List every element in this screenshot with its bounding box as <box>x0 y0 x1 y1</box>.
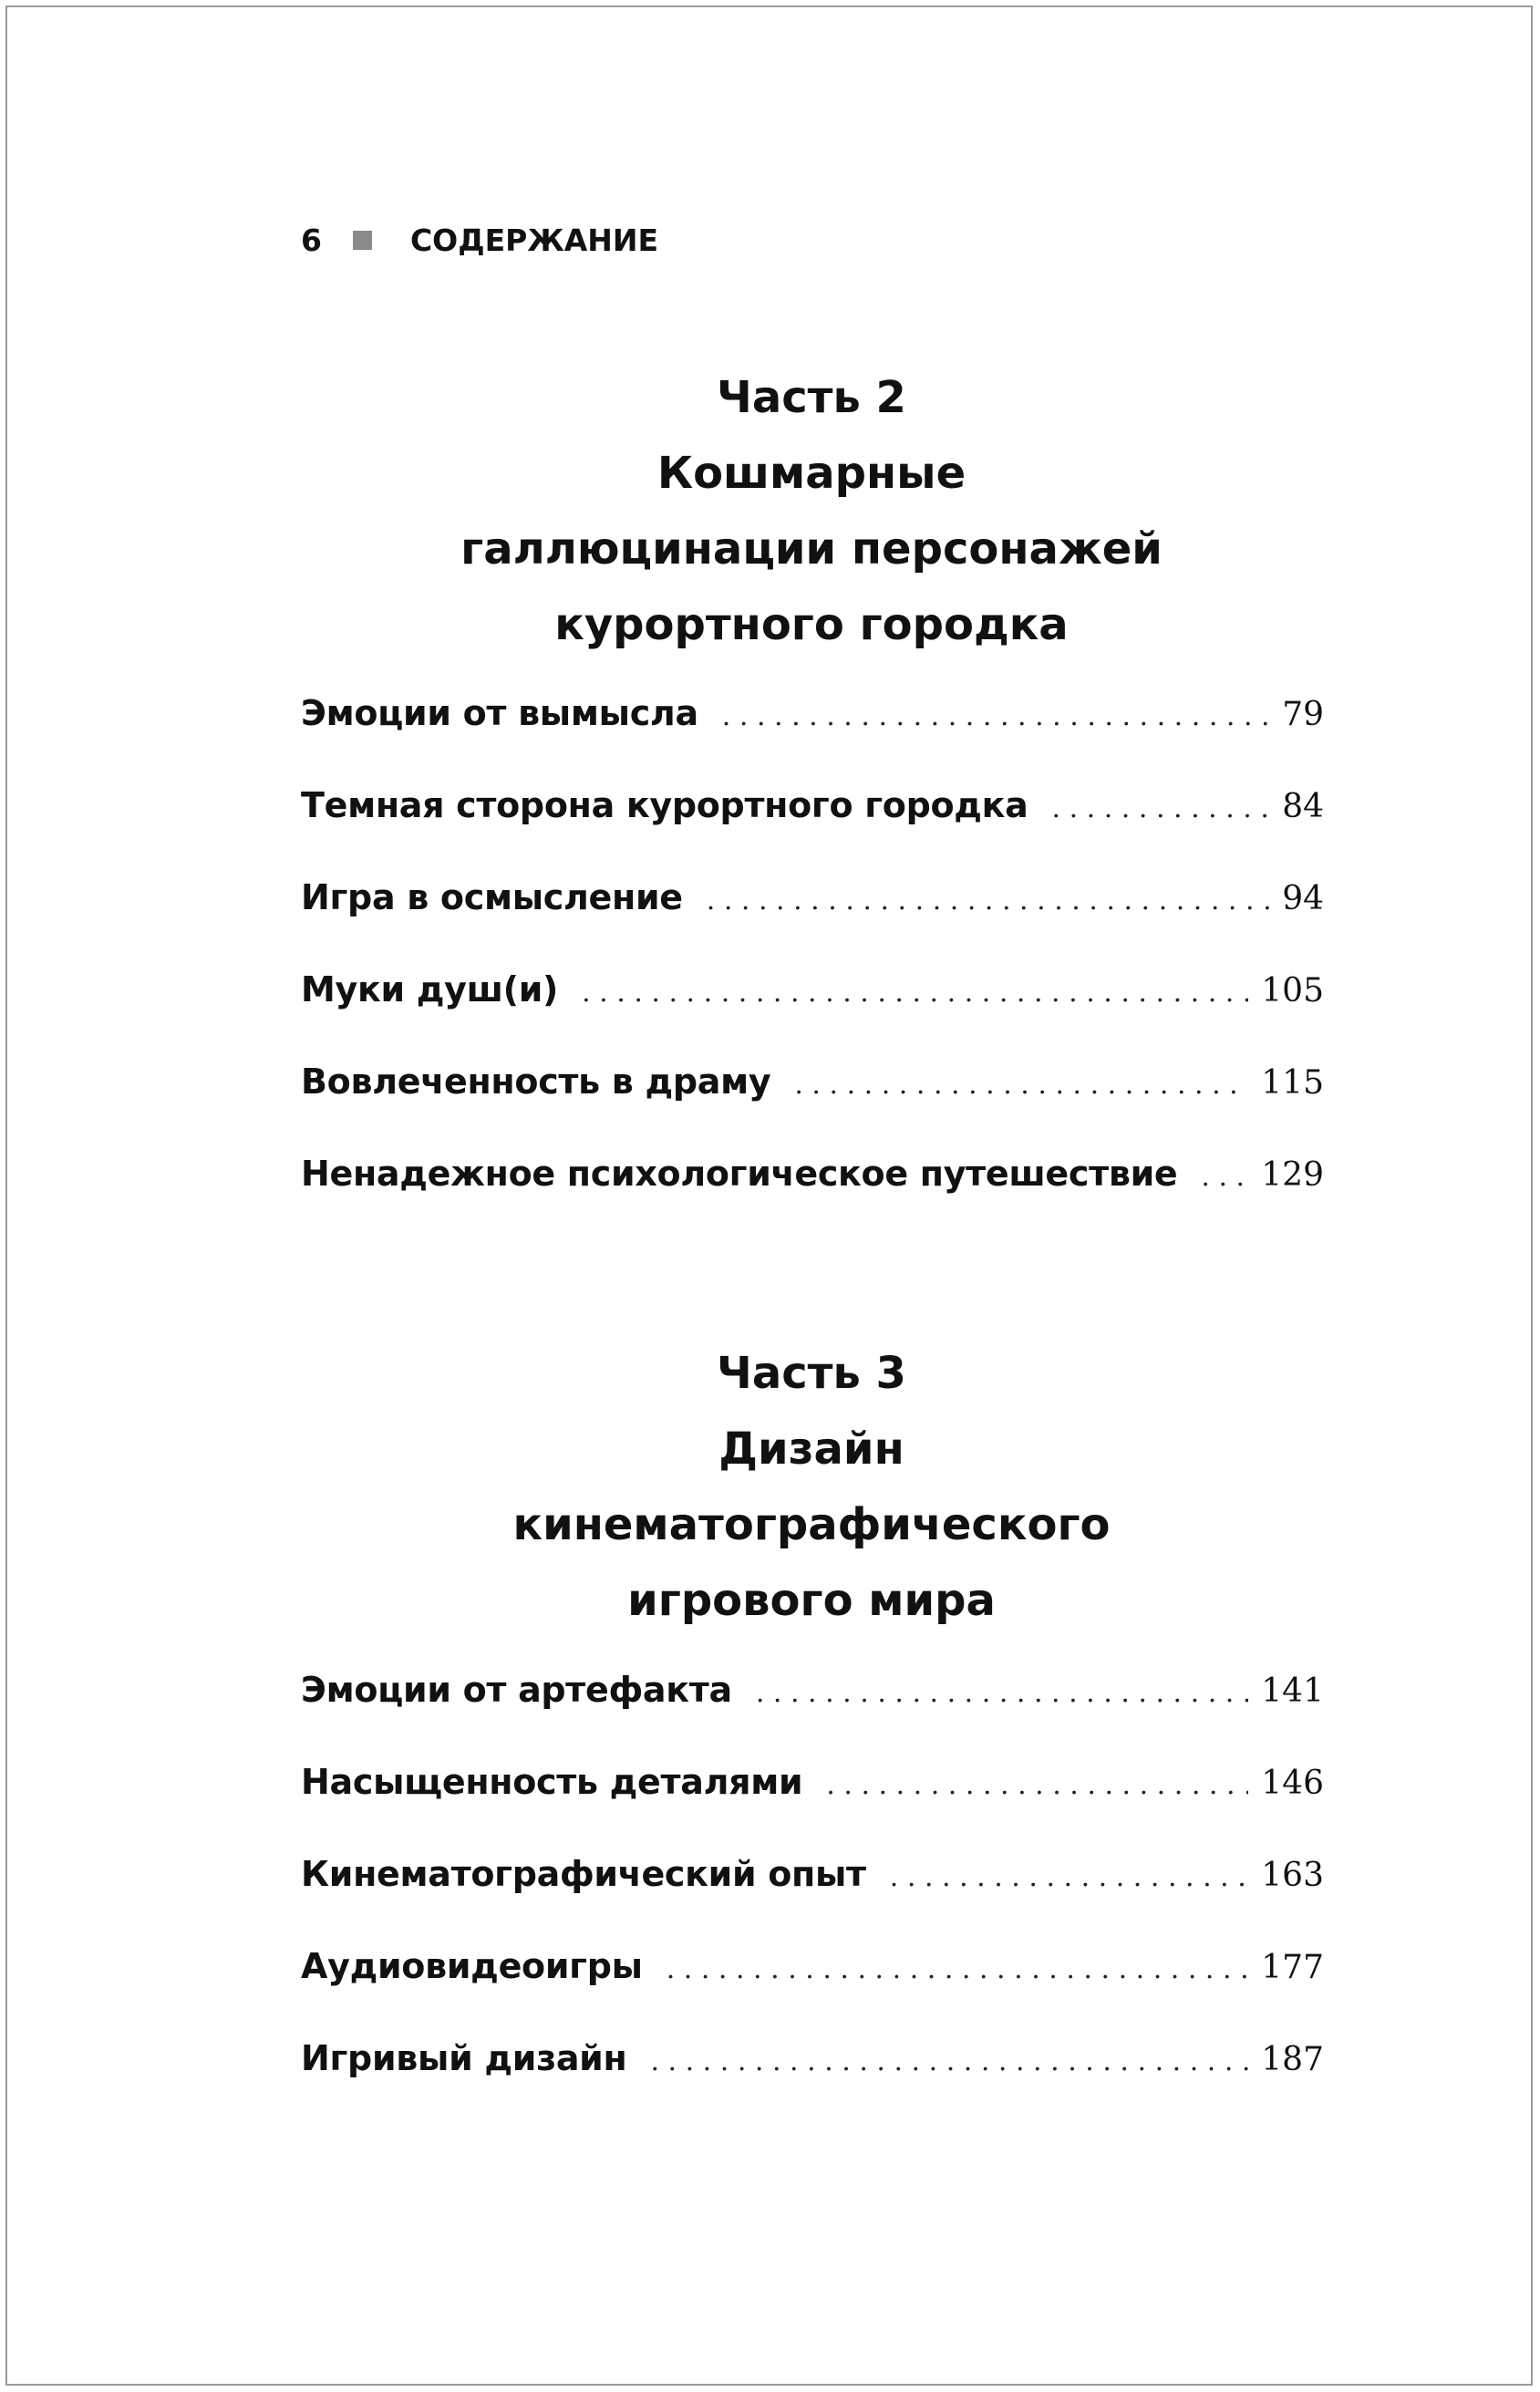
toc-entry-page: 129 <box>1261 1156 1324 1194</box>
toc-entry[interactable] <box>301 1946 1324 2004</box>
part-heading-line: Часть 2 <box>717 372 906 423</box>
toc-entry-page: 163 <box>1261 1857 1324 1894</box>
part-heading-line: галлюцинации персонажей <box>460 523 1163 575</box>
part-2-heading <box>301 360 1322 663</box>
dot-leader <box>582 977 1248 1009</box>
toc-entry-title: Вовлеченность в драму <box>301 1061 771 1102</box>
dot-leader <box>794 1069 1248 1101</box>
toc-entry[interactable] <box>301 1061 1324 1120</box>
toc-entry-page: 177 <box>1261 1949 1324 1986</box>
toc-entry-title: Аудиовидеоигры <box>301 1946 643 1986</box>
toc-entry-title: Эмоции от артефакта <box>301 1670 732 1710</box>
section-title: СОДЕРЖАНИЕ <box>409 223 659 258</box>
dot-leader <box>756 1677 1248 1709</box>
toc-entry-page: 79 <box>1282 696 1324 733</box>
part-heading-line: Часть 3 <box>717 1348 906 1399</box>
toc-entry[interactable] <box>301 1154 1324 1212</box>
toc-entry-title: Насыщенность деталями <box>301 1762 803 1802</box>
toc-entry-title: Кинематографический опыт <box>301 1854 866 1894</box>
dot-leader <box>890 1861 1248 1893</box>
toc-entry-title: Муки душ(и) <box>301 969 559 1010</box>
part-heading-line: игрового мира <box>627 1575 996 1626</box>
dot-leader <box>667 1953 1249 1985</box>
page-number: 6 <box>301 223 322 258</box>
toc-entry[interactable] <box>301 1670 1324 1728</box>
dot-leader <box>1052 792 1270 824</box>
dot-leader <box>1201 1161 1248 1193</box>
toc-entry[interactable] <box>301 877 1324 936</box>
dot-leader <box>707 885 1269 916</box>
running-head <box>301 223 658 259</box>
toc-entry[interactable] <box>301 785 1324 844</box>
toc-entry[interactable] <box>301 2038 1324 2097</box>
part-heading-line: кинематографического <box>512 1499 1111 1550</box>
part-heading-line: Дизайн <box>718 1424 904 1475</box>
toc-entry-page: 141 <box>1261 1672 1324 1710</box>
toc-entry-page: 94 <box>1282 880 1324 917</box>
part-3-heading <box>301 1336 1322 1639</box>
toc-entry[interactable] <box>301 969 1324 1028</box>
part-heading-line: курортного городка <box>554 599 1069 650</box>
dot-leader <box>722 700 1269 732</box>
dot-leader <box>650 2045 1248 2077</box>
toc-entry-title: Игра в осмысление <box>301 877 683 917</box>
toc-entry[interactable] <box>301 1762 1324 1820</box>
toc-entry-title: Игривый дизайн <box>301 2038 627 2078</box>
toc-entry-page: 84 <box>1282 788 1324 825</box>
square-bullet-icon <box>353 231 372 250</box>
toc-entry[interactable] <box>301 1854 1324 1912</box>
toc-entry-title: Эмоции от вымысла <box>301 693 698 733</box>
part-heading-line: Кошмарные <box>656 448 966 499</box>
toc-entry-page: 115 <box>1261 1064 1324 1102</box>
toc-entry-title: Темная сторона курортного городка <box>301 785 1028 825</box>
toc-entry-page: 187 <box>1261 2041 1324 2078</box>
toc-entry[interactable] <box>301 693 1324 751</box>
toc-entry-page: 146 <box>1261 1765 1324 1802</box>
toc-entry-title: Ненадежное психологическое путешествие <box>301 1154 1178 1194</box>
toc-entry-page: 105 <box>1261 972 1324 1010</box>
dot-leader <box>826 1769 1248 1801</box>
